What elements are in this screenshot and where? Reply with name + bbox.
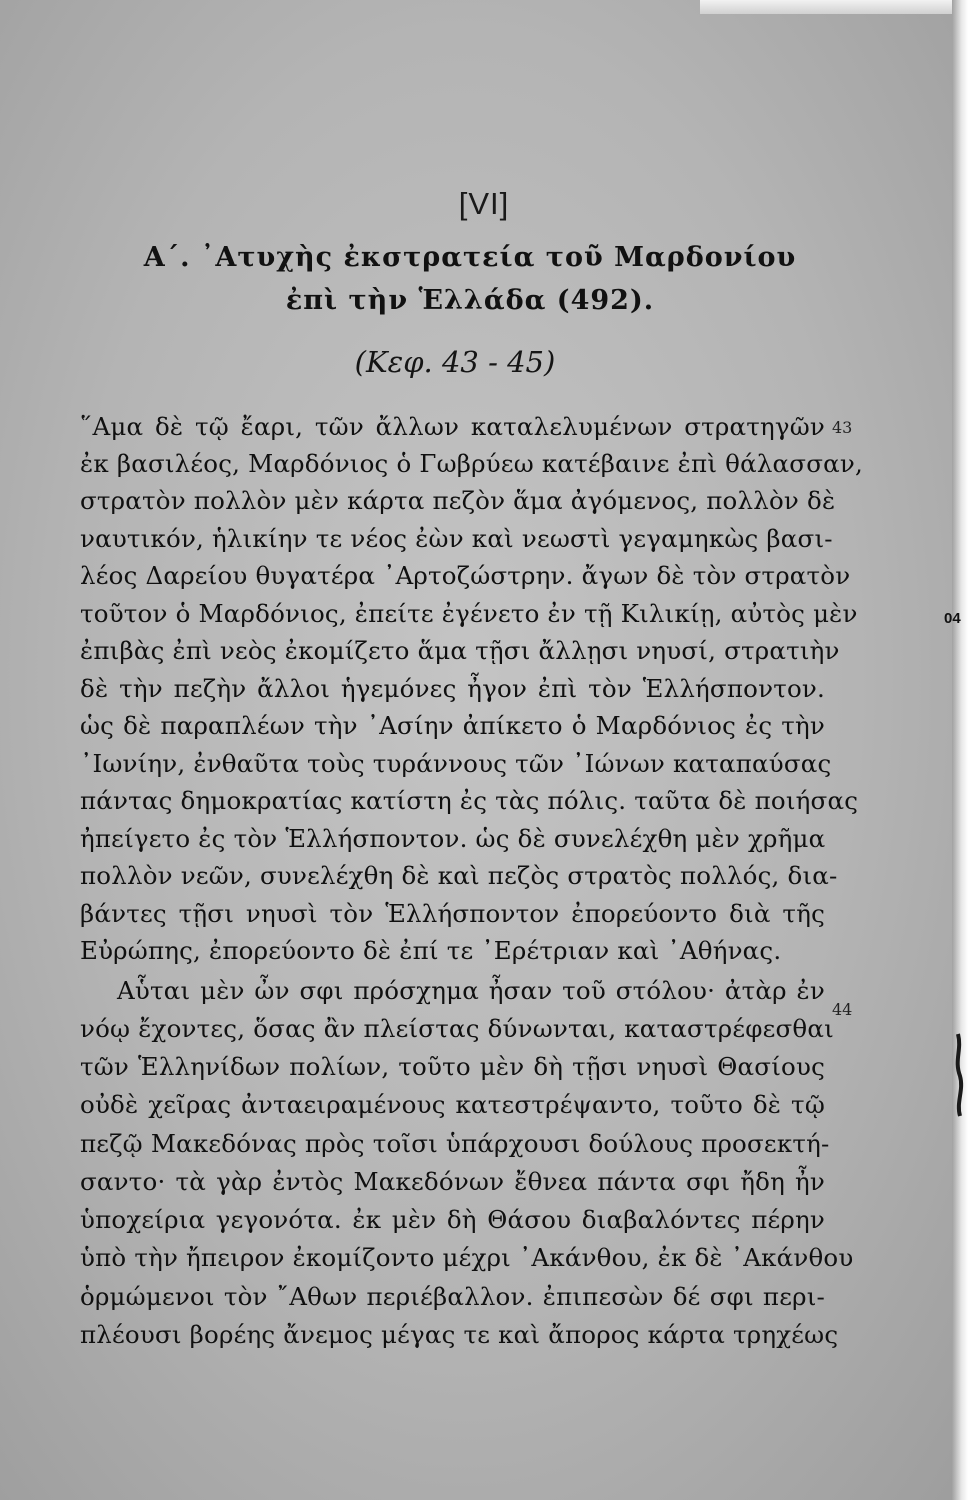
text-line: ᾿Ιωνίην, ἐνθαῦτα τοὺς τυράννους τῶν ᾿Ιώνων καταπαύσας (80, 749, 832, 778)
text-line: ναυτικόν, ἡλικίην τε νέος ἐὼν καὶ νεωστὶ γεγαμηκὼς βασι- (80, 524, 833, 553)
text-line: ἐκ βασιλέος, Μαρδόνιος ὁ Γωβρύεω κατέβαινε ἐπὶ θάλασσαν, (80, 449, 863, 478)
section-number: [VI] (458, 186, 510, 221)
page-edge-right (952, 0, 968, 1500)
text-line: ὑποχείρια γεγονότα. ἐκ μὲν δὴ Θάσου διαβαλόντες πέρην (80, 1205, 825, 1234)
text-line: βάντες τῇσι νηυσὶ τὸν Ἑλλήσποντον ἐπορεύοντο διὰ τῆς (80, 899, 825, 928)
chapter-reference: (Κεφ. 43 - 45) (354, 345, 556, 379)
page-edge-top (700, 0, 968, 14)
text-line: πλέουσι βορέης ἄνεμος μέγας τε καὶ ἄπορος κάρτα τρηχέως (80, 1320, 839, 1349)
text-line: Εὐρώπης, ἐπορεύοντο δὲ ἐπί τε ᾿Ερέτριαν καὶ ᾿Αθήνας. (80, 936, 782, 965)
ink-smudge-icon (950, 1030, 966, 1120)
margin-chapter-44: 44 (832, 1000, 853, 1019)
text-line: σαντο· τὰ γὰρ ἐντὸς Μακεδόνων ἔθνεα πάντα σφι ἤδη ἦν (80, 1167, 825, 1196)
text-line: Αὗται μὲν ὦν σφι πρόσχημα ἦσαν τοῦ στόλου· ἀτὰρ ἐν (117, 976, 825, 1005)
text-line: ῞Αμα δὲ τῷ ἔαρι, τῶν ἄλλων καταλελυμένων στρατηγῶν (80, 412, 825, 441)
text-line: ἐπιβὰς ἐπὶ νεὸς ἐκομίζετο ἅμα τῇσι ἄλλῃσι νηυσί, στρατιὴν (80, 636, 840, 665)
text-line: ὑπὸ τὴν ἤπειρον ἐκομίζοντο μέχρι ᾿Ακάνθου, ἐκ δὲ ᾿Ακάνθου (80, 1243, 854, 1272)
text-line: νόῳ ἔχοντες, ὅσας ἂν πλείστας δύνωνται, καταστρέφεσθαι (80, 1014, 834, 1043)
margin-chapter-43: 43 (832, 418, 853, 437)
text-line: πάντας δημοκρατίας κατίστη ἐς τὰς πόλις. ταῦτα δὲ ποιήσας (80, 786, 859, 815)
text-line: οὐδὲ χεῖρας ἀνταειραμένους κατεστρέψαντο, τοῦτο δὲ τῷ (80, 1090, 825, 1119)
text-line: στρατὸν πολλὸν μὲν κάρτα πεζὸν ἅμα ἀγόμενος, πολλὸν δὲ (80, 486, 836, 515)
text-line: τῶν Ἑλληνίδων πολίων, τοῦτο μὲν δὴ τῇσι νηυσὶ Θασίους (80, 1052, 825, 1081)
text-line: ἠπείγετο ἐς τὸν Ἑλλήσποντον. ὡς δὲ συνελέχθη μὲν χρῆμα (80, 824, 826, 853)
text-line: τοῦτον ὁ Μαρδόνιος, ἐπείτε ἐγένετο ἐν τῇ Κιλικίῃ, αὐτὸς μὲν (80, 599, 858, 628)
text-line: δὲ τὴν πεζὴν ἄλλοι ἡγεμόνες ἦγον ἐπὶ τὸν Ἑλλήσποντον. (80, 674, 825, 703)
text-line: πεζῷ Μακεδόνας πρὸς τοῖσι ὑπάρχουσι δούλους προσεκτή- (80, 1129, 830, 1158)
text-line: ὡς δὲ παραπλέων τὴν ᾿Ασίην ἀπίκετο ὁ Μαρδόνιος ἐς τὴν (80, 711, 825, 740)
title-line-2: ἐπὶ τὴν Ἑλλάδα (492). (285, 285, 655, 316)
text-line: πολλὸν νεῶν, συνελέχθη δὲ καὶ πεζὸς στρατὸς πολλός, δια- (80, 861, 838, 890)
text-line: λέος Δαρείου θυγατέρα ᾿Αρτοζώστρην. ἄγων δὲ τὸν στρατὸν (80, 561, 851, 590)
title-line-1: Α΄. ᾿Ατυχὴς ἐκστρατεία τοῦ Μαρδονίου (143, 242, 797, 273)
scan-page-number: 04 (944, 610, 961, 627)
text-line: ὁρμώμενοι τὸν ῎Αθων περιέβαλλον. ἐπιπεσὼν δέ σφι περι- (80, 1282, 825, 1311)
